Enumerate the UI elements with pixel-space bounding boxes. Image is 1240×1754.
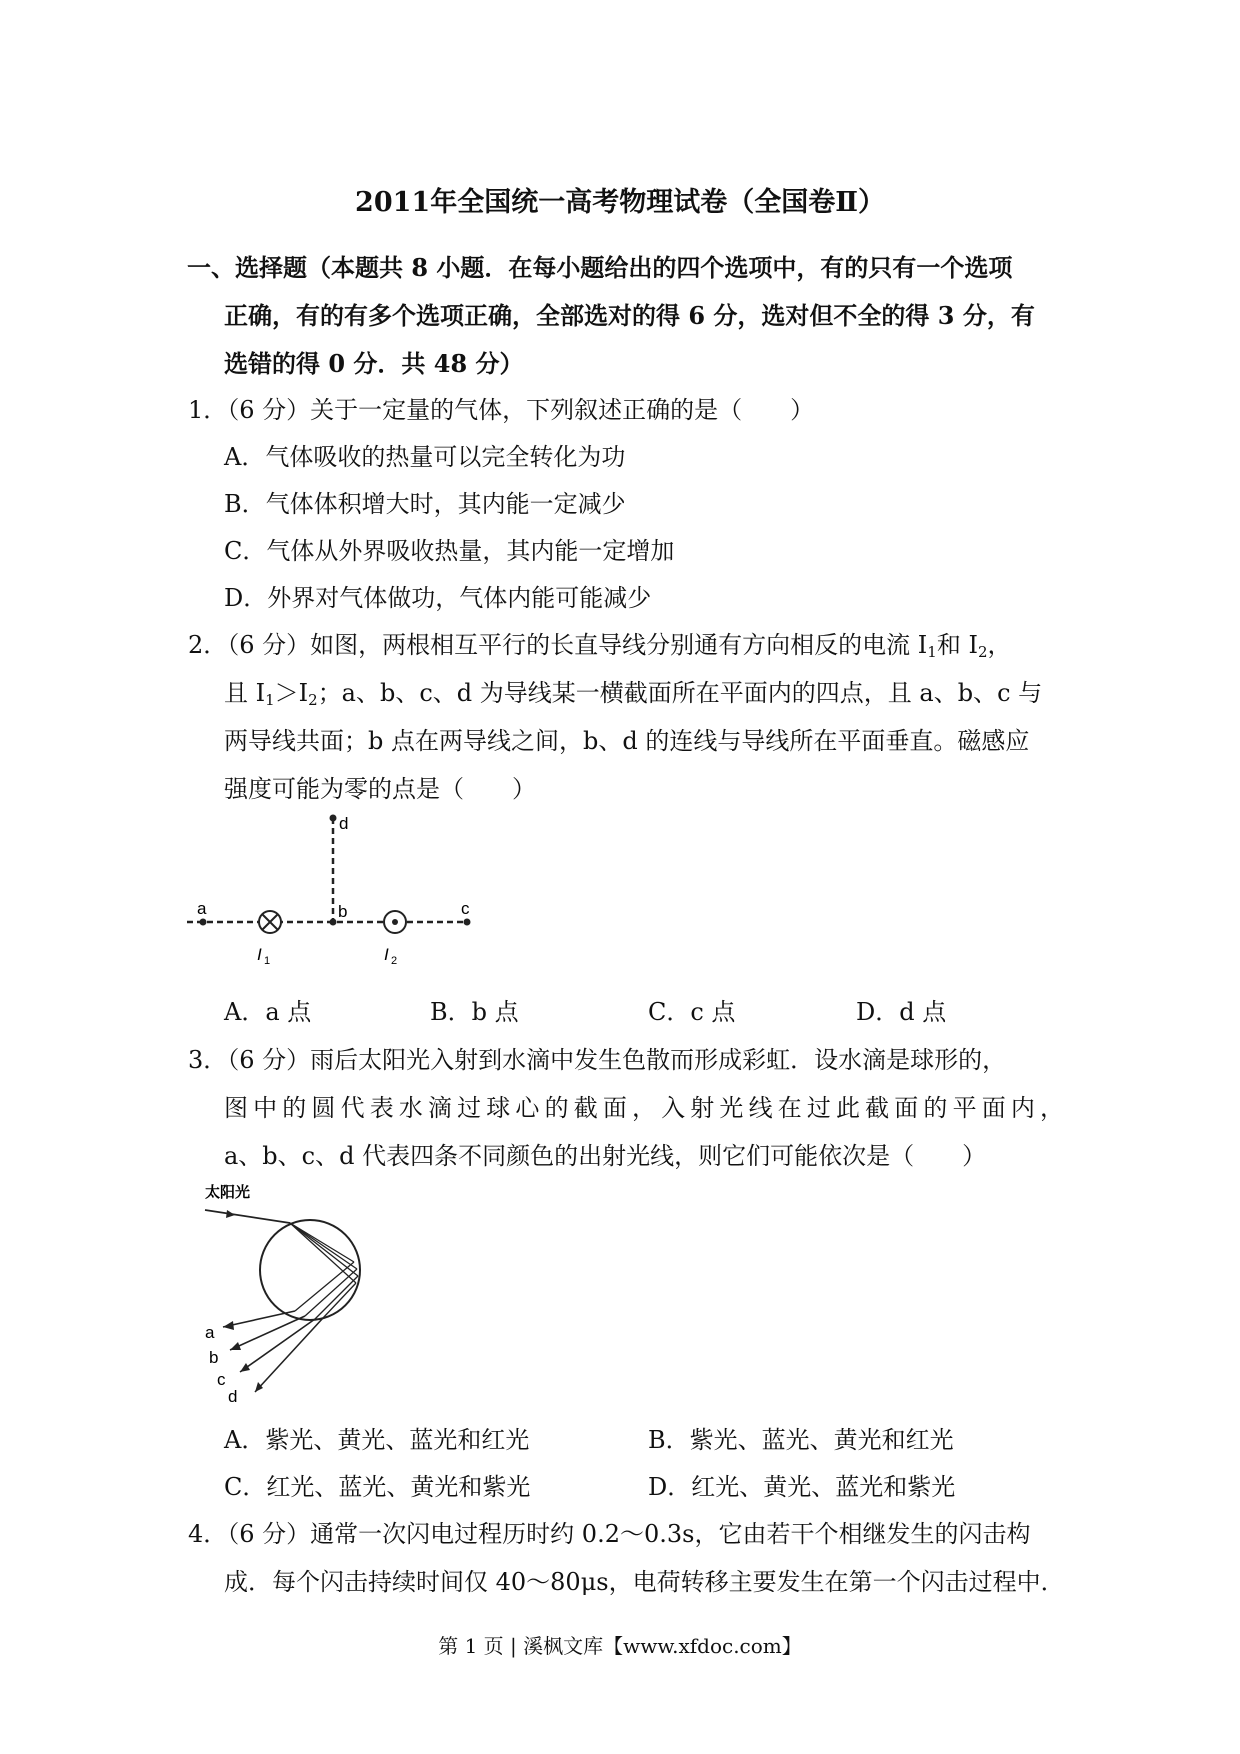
label-a: a — [197, 899, 207, 918]
section-heading-line-1: 一、选择题（本题共 8 小题．在每小题给出的四个选项中，有的只有一个选项 — [187, 253, 1013, 282]
question-2-line-3: 两导线共面；b 点在两导线之间，b、d 的连线与导线所在平面垂直。磁感应 — [224, 727, 1030, 755]
label-d: d — [228, 1387, 238, 1405]
question-2-line-4: 强度可能为零的点是（ ） — [224, 775, 536, 803]
point-a-dot — [200, 919, 207, 926]
label-d: d — [339, 814, 349, 833]
page-footer: 第 1 页 | 溪枫文库【www.xfdoc.com】 — [438, 1634, 802, 1658]
question-3-option-c: C．红光、蓝光、黄光和紫光 — [224, 1473, 531, 1501]
wire-into-page-icon — [259, 911, 281, 933]
question-2-option-b: B．b 点 — [430, 998, 519, 1026]
wire-diagram — [185, 810, 485, 980]
question-2-option-a: A．a 点 — [224, 998, 312, 1026]
question-1-option-c: C．气体从外界吸收热量，其内能一定增加 — [224, 537, 675, 565]
label-c: c — [217, 1370, 226, 1389]
raindrop-diagram — [195, 1180, 395, 1405]
label-i2-sub: 2 — [391, 955, 398, 967]
question-3-option-b: B．紫光、蓝光、黄光和红光 — [648, 1426, 954, 1454]
label-b: b — [338, 902, 348, 921]
point-c-dot — [464, 919, 471, 926]
label-i1: I — [257, 945, 262, 964]
point-b-dot — [330, 919, 337, 926]
label-i1-sub: 1 — [264, 955, 271, 967]
question-4-line-1: 4．（6 分）通常一次闪电过程历时约 0.2～0.3s，它由若干个相继发生的闪击构 — [188, 1520, 1031, 1548]
label-a: a — [205, 1323, 215, 1342]
exit-rays — [223, 1311, 323, 1392]
question-1-option-a: A．气体吸收的热量可以完全转化为功 — [224, 443, 626, 471]
wire-out-of-page-icon — [384, 911, 406, 933]
point-d-dot — [330, 815, 337, 822]
section-heading-line-3: 选错的得 0 分．共 48 分） — [224, 349, 524, 378]
question-3-line-1: 3．（6 分）雨后太阳光入射到水滴中发生色散而形成彩虹．设水滴是球形的， — [188, 1046, 1007, 1074]
question-3-option-d: D．红光、黄光、蓝光和紫光 — [648, 1473, 956, 1501]
ray-b-arrow-icon — [230, 1342, 241, 1350]
question-2-line-1: 2．（6 分）如图，两根相互平行的长直导线分别通有方向相反的电流 $I_1$和 $I_2$， — [188, 631, 1012, 661]
question-3-option-a: A．紫光、黄光、蓝光和红光 — [224, 1426, 530, 1454]
question-2-line-2: 且 $I_1>I_2$；a、b、c、d 为导线某一横截面所在平面内的四点，且 a、b、c 与 — [224, 679, 1043, 709]
question-2-option-c: C．c 点 — [648, 998, 736, 1026]
label-sunlight: 太阳光 — [205, 1184, 251, 1201]
question-3-line-3: a、b、c、d 代表四条不同颜色的出射光线，则它们可能依次是（ ） — [224, 1142, 987, 1170]
question-2-option-d: D．d 点 — [856, 998, 947, 1026]
incident-ray — [205, 1210, 290, 1223]
ray-a-arrow-icon — [223, 1321, 234, 1330]
question-4-line-2: 成．每个闪击持续时间仅 40～80μs，电荷转移主要发生在第一个闪击过程中． — [224, 1568, 1065, 1596]
ray-c-arrow-icon — [240, 1363, 250, 1372]
question-1-option-b: B．气体体积增大时，其内能一定减少 — [224, 490, 626, 518]
label-b: b — [209, 1348, 219, 1367]
question-1-stem: 1．（6 分）关于一定量的气体，下列叙述正确的是（ ） — [188, 396, 815, 424]
question-3-line-2: 图中的圆代表水滴过球心的截面，入射光线在过此截面的平面内， — [224, 1094, 1064, 1122]
label-i2: I — [384, 945, 389, 964]
question-1-option-d: D．外界对气体做功，气体内能可能减少 — [224, 584, 652, 612]
label-c: c — [461, 899, 470, 918]
page-title: 2011年全国统一高考物理试卷（全国卷Ⅱ） — [355, 187, 885, 218]
section-heading-line-2: 正确，有的有多个选项正确，全部选对的得 6 分，选对但不全的得 3 分，有 — [224, 301, 1035, 330]
